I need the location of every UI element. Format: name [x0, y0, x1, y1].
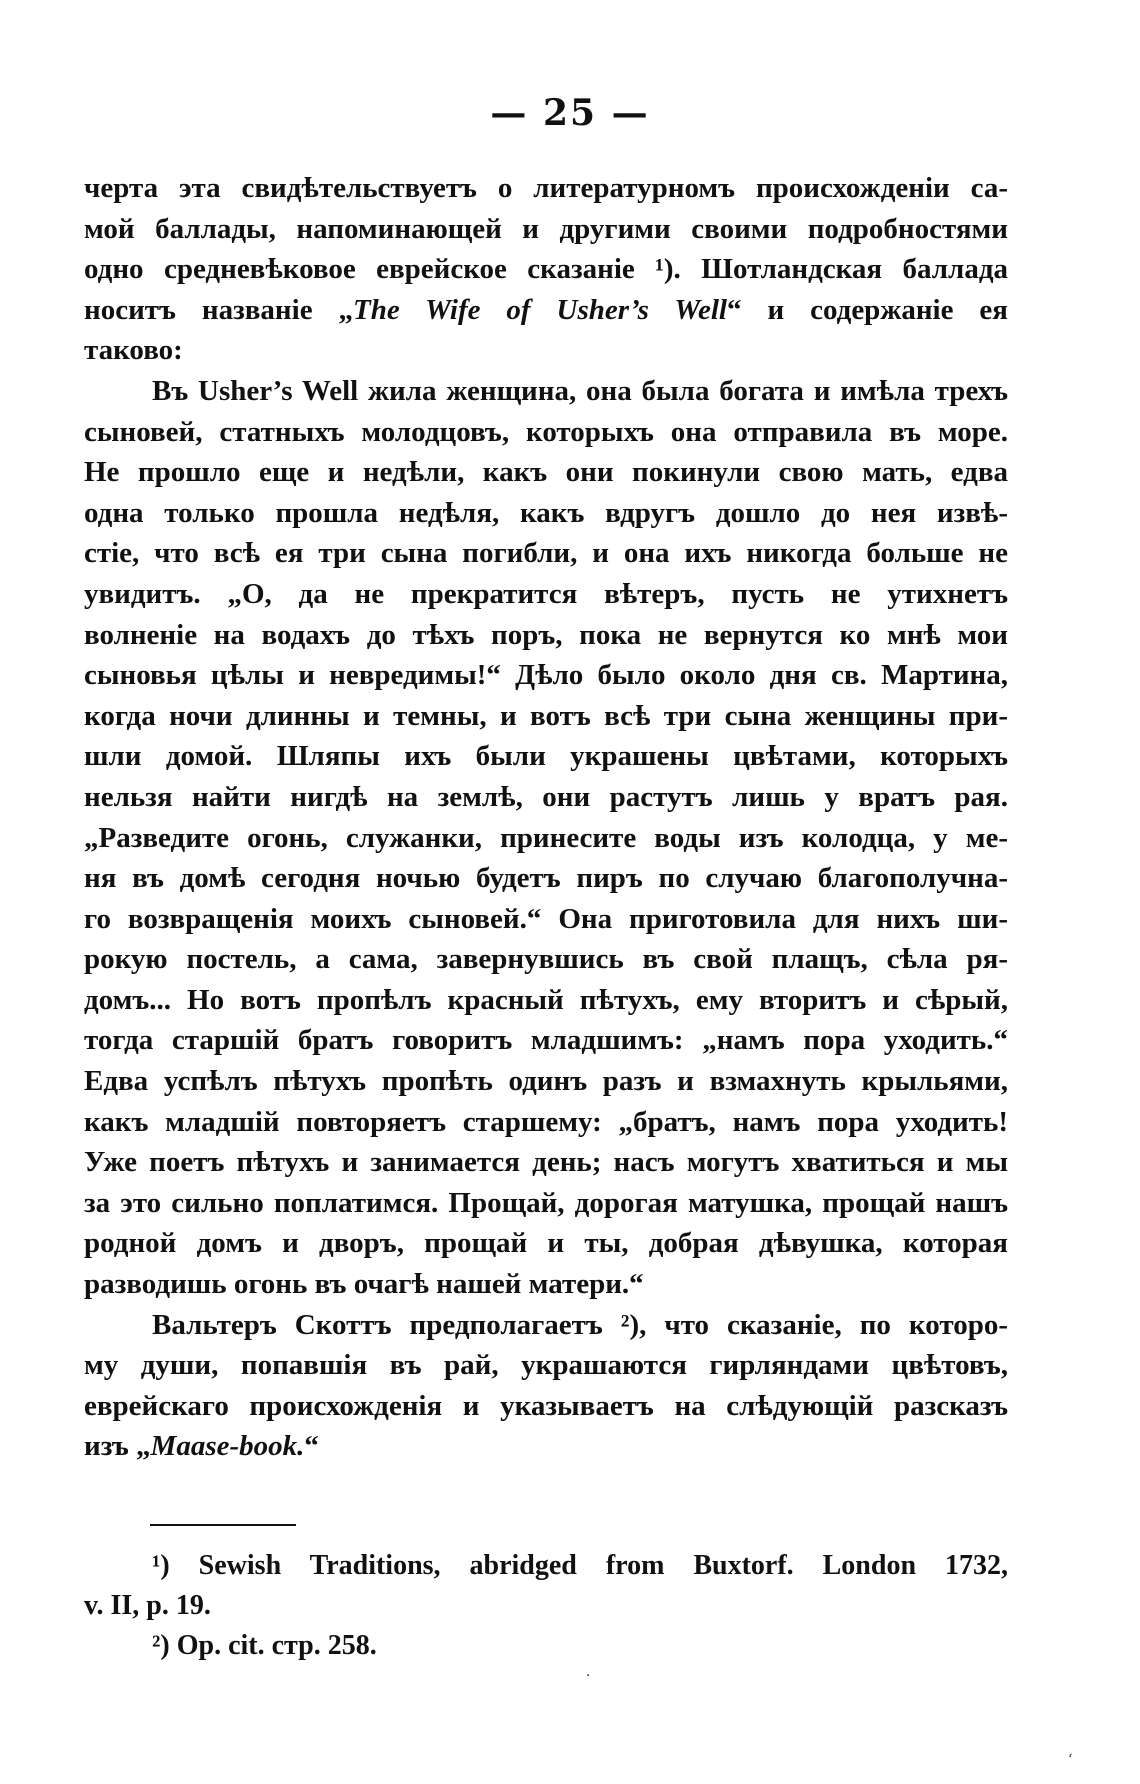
text-line: рокую постель, а сама, завернувшись въ свой плащъ, сѣла ря- — [84, 943, 1008, 976]
text-line: еврейскаго происхожденiя и указываетъ на слѣдующiй разсказъ — [84, 1389, 1008, 1422]
page-number: — 25 — — [490, 92, 650, 134]
text-line: нельзя найти нигдѣ на землѣ, они растутъ лишь у вратъ рая. — [84, 780, 1008, 813]
footnote-line: v. II, p. 19. — [84, 1590, 211, 1621]
text-line: когда ночи длинны и темны, и вотъ всѣ три сына женщины при- — [84, 699, 1008, 732]
text-line: черта эта свидѣтельствуетъ о литературномъ происхожденiи са- — [84, 172, 1008, 204]
text-line: тогда старшiй братъ говоритъ младшимъ: „намъ пора уходить.“ — [84, 1024, 1008, 1057]
text-line: ня въ домѣ сегодня ночью будетъ пиръ по случаю благополучна- — [84, 862, 1008, 895]
text-line: „Разведите огонь, служанки, принесите воды изъ колодца, у ме- — [84, 821, 1008, 854]
text-line: увидитъ. „О, да не прекратится вѣтеръ, пусть не утихнетъ — [84, 577, 1008, 610]
text-line: за это сильно поплатимся. Прощай, дорогая матушка, прощай нашъ — [84, 1186, 1008, 1219]
footnote-divider — [150, 1524, 296, 1526]
text-line: разводишь огонь въ очагѣ нашей матери.“ — [84, 1268, 644, 1301]
footnote-line: ¹) Sewish Traditions, abridged from Buxtorf. London 1732, — [152, 1550, 1008, 1581]
text-line: волненiе на водахъ до тѣхъ поръ, пока не вернутся ко мнѣ мои — [84, 618, 1008, 651]
text-line: какъ младшiй повторяетъ старшему: „братъ, намъ пора уходить! — [84, 1105, 1008, 1138]
footnote-line: ²) Op. cit. стр. 258. — [152, 1630, 377, 1661]
text-line: Уже поетъ пѣтухъ и занимается день; насъ могутъ хватиться и мы — [84, 1146, 1008, 1179]
text-line: Въ Usher’s Well жила женщина, она была богата и имѣла трехъ — [152, 374, 1008, 407]
text-line: сыновья цѣлы и невредимы!“ Дѣло было около дня св. Мартина, — [84, 659, 1008, 692]
text-line: домъ... Но вотъ пропѣлъ красный пѣтухъ, ему вторитъ и сѣрый, — [84, 983, 1008, 1016]
italic-title: Maase-book. — [150, 1430, 305, 1463]
body-text — [84, 168, 1008, 1467]
print-speck: ʻ — [1068, 1752, 1073, 1768]
text-line: мой баллады, напоминающей и другими своими подробностями — [84, 212, 1008, 245]
text-line: сыновей, статныхъ молодцовъ, которыхъ она отправила въ море. — [84, 415, 1008, 448]
text-line: Едва успѣлъ пѣтухъ пропѣть одинъ разъ и взмахнуть крыльями, — [84, 1065, 1008, 1098]
text-line: одно средневѣковое еврейское сказанiе ¹). Шотландская баллада — [84, 253, 1008, 286]
footnotes — [84, 1546, 1008, 1666]
text-line: го возвращенiя моихъ сыновей.“ Она приготовила для нихъ ши- — [84, 902, 1008, 935]
text-line: Вальтеръ Скоттъ предполагаетъ ²), что сказанiе, по которо- — [152, 1308, 1008, 1341]
text-line: одна только прошла недѣля, какъ вдругъ дошло до нея извѣ- — [84, 496, 1008, 529]
print-speck: · — [586, 1668, 591, 1684]
text-line: родной домъ и дворъ, прощай и ты, добрая дѣвушка, которая — [84, 1227, 1008, 1260]
text-line: носитъ названiе „The Wife of Usher’s Well“ и содержанiе ея — [84, 293, 1008, 326]
text-line: таково: — [84, 334, 183, 367]
italic-title: The Wife of Usher’s Well — [353, 293, 727, 326]
text-line: Не прошло еще и недѣли, какъ они покинули свою мать, едва — [84, 456, 1008, 489]
text-line: шли домой. Шляпы ихъ были украшены цвѣтами, которыхъ — [84, 740, 1008, 773]
text-line: изъ „Maase-book.“ — [84, 1430, 319, 1463]
text-line: му души, попавшiя въ рай, украшаются гирляндами цвѣтовъ, — [84, 1349, 1008, 1382]
text-line: стiе, что всѣ ея три сына погибли, и она ихъ никогда больше не — [84, 537, 1008, 570]
